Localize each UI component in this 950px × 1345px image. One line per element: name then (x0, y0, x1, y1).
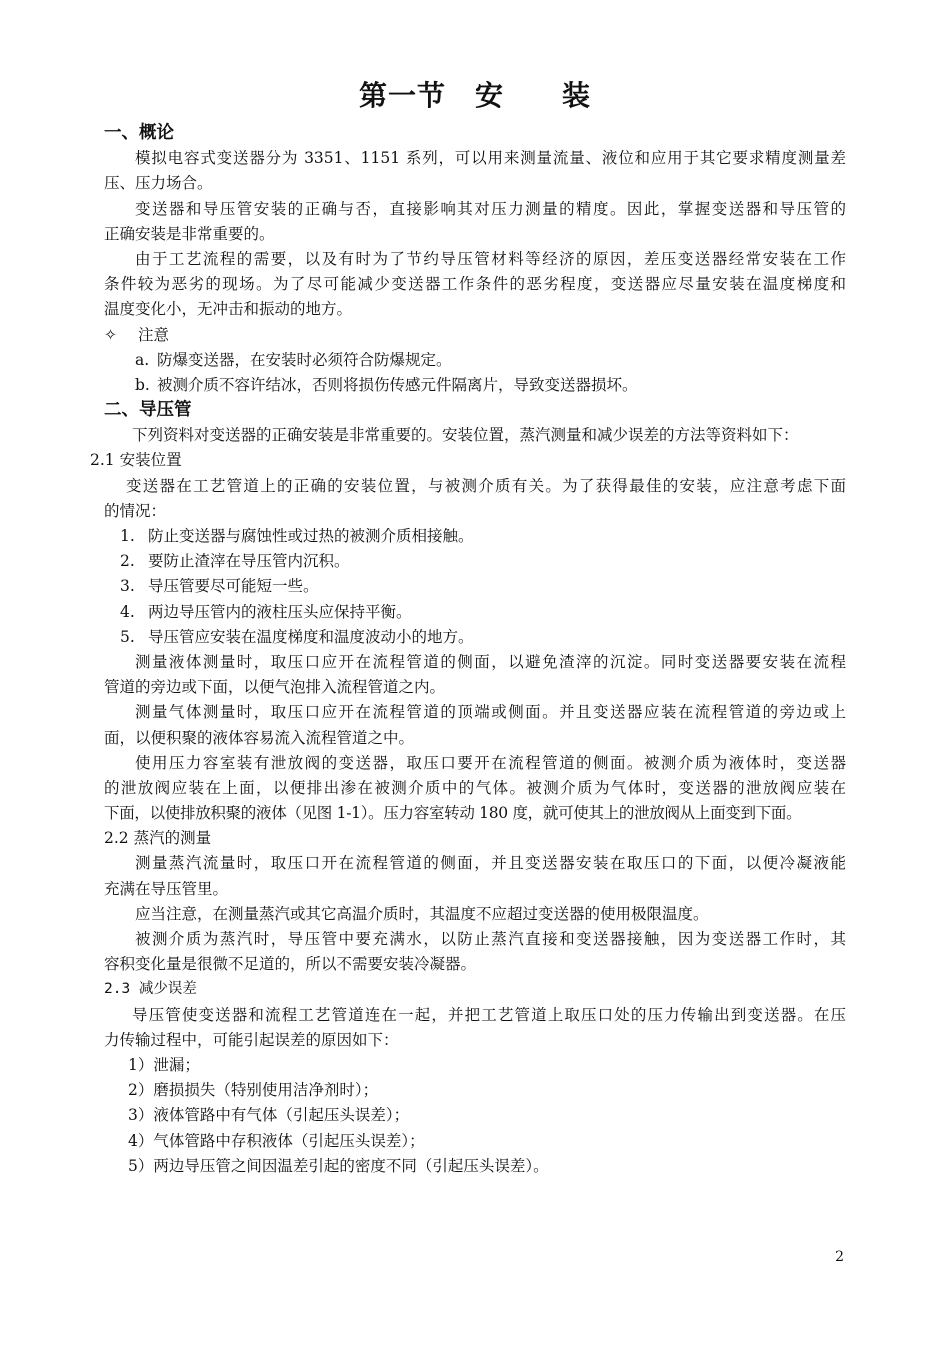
text-line: 变送器在工艺管道上的正确的安装位置，与被测介质有关。为了获得最佳的安装，应注意考虑下面 (126, 476, 846, 495)
list-item-text: 导压管应安装在温度梯度和温度波动小的地方。 (148, 627, 474, 646)
paragraph-vent-valve (104, 751, 846, 827)
list-item-text: 防止变送器与腐蚀性或过热的被测介质相接触。 (148, 527, 474, 545)
error-cause-item: 3）液体管路中有气体（引起压头误差）； (128, 1106, 410, 1125)
text-line: 压、压力场合。 (104, 174, 213, 193)
text-line: 测量液体测量时，取压口应开在流程管道的侧面，以避免渣滓的沉淀。同时变送器要安装在流程 (135, 652, 846, 671)
paragraph-steam-2 (104, 902, 846, 927)
text-line: 测量蒸汽流量时，取压口开在流程管道的侧面，并且变送器安装在取压口的下面，以便冷凝液能 (135, 854, 846, 873)
error-cause-item: 1）泄漏； (128, 1055, 200, 1074)
list-item-number: 1. (120, 527, 135, 545)
text-line: 导压管使变送器和流程工艺管道连在一起，并把工艺管道上取压口处的压力传输出到变送器。在压 (132, 1005, 846, 1024)
list-item-text: 要防止渣滓在导压管内沉积。 (148, 552, 350, 571)
text-line: 由于工艺流程的需要，以及有时为了节约导压管材料等经济的原因，差压变送器经常安装在工作 (135, 249, 846, 268)
paragraph-overview-3 (104, 247, 846, 323)
text-line: 的情况： (104, 501, 167, 520)
error-cause-item: 4）气体管路中存积液体（引起压头误差）； (128, 1131, 425, 1150)
section-heading-impulse-line: 二、导压管 (104, 400, 192, 421)
text-line: 的泄放阀应装在上面，以便排出渗在被测介质中的气体。被测介质为气体时，变送器的泄放阀应装在 (104, 778, 846, 797)
document-body (90, 121, 846, 1179)
list-item (104, 524, 846, 549)
list-item-number: 5. (120, 627, 135, 646)
section-intro: 下列资料对变送器的正确安装是非常重要的。安装位置，蒸汽测量和减少误差的方法等资料如下： (132, 426, 799, 445)
text-line: 力传输过程中，可能引起误差的原因如下： (104, 1030, 399, 1049)
text-line: 面，以便积聚的液体容易流入流程管道之中。 (104, 728, 415, 747)
list-item-text: 导压管要尽可能短一些。 (148, 577, 319, 596)
list-item-number: 2. (120, 552, 135, 571)
list-item (104, 574, 846, 599)
paragraph-gas-measurement (104, 700, 846, 750)
note-heading (104, 323, 846, 348)
text-line: 容积变化量是很微不足道的，所以不需要安装冷凝器。 (104, 955, 477, 974)
subsection-heading-error-reduction: 2.3 减少误差 (104, 981, 197, 998)
note-item (104, 348, 846, 373)
paragraph-steam-1 (104, 851, 846, 901)
text-line: 应当注意，在测量蒸汽或其它高温介质时，其温度不应超过变送器的使用极限温度。 (135, 904, 709, 923)
page-number: 2 (835, 1249, 844, 1265)
paragraph-installation-1 (104, 474, 846, 524)
text-line: 测量气体测量时，取压口应开在流程管道的顶端或侧面。并且变送器应装在流程管道的旁边或上 (135, 703, 846, 722)
note-item-letter: a. (135, 350, 150, 369)
text-line: 被测介质为蒸汽时，导压管中要充满水，以防止蒸汽直接和变送器接触，因为变送器工作时，其 (135, 930, 846, 948)
text-line: 温度变化小，无冲击和振动的地方。 (104, 300, 353, 319)
text-line: 使用压力容室装有泄放阀的变送器，取压口要开在流程管道的侧面。被测介质为液体时，变送器 (135, 753, 846, 772)
list-item (104, 549, 846, 574)
text-line: 变送器和导压管安装的正确与否，直接影响其对压力测量的精度。因此，掌握变送器和导压管的 (135, 199, 846, 218)
text-line: 管道的旁边或下面，以便气泡排入流程管道之内。 (104, 678, 446, 697)
text-line: 正确安装是非常重要的。 (104, 224, 275, 243)
page-title: 第一节 安 装 (358, 79, 591, 112)
paragraph-error-reduction (104, 1003, 846, 1053)
paragraph-overview-1 (104, 146, 846, 196)
text-line: 模拟电容式变送器分为 3351、1151 系列，可以用来测量流量、液位和应用于其它要求精度测量差 (135, 149, 846, 168)
list-item (104, 600, 846, 625)
subsection-heading-steam-measurement: 2.2 蒸汽的测量 (104, 829, 212, 848)
note-label: 注意 (138, 325, 170, 344)
list-item (104, 625, 846, 650)
list-item-number: 3. (120, 577, 135, 596)
text-line: 充满在导压管里。 (104, 879, 229, 898)
note-item-letter: b. (135, 375, 150, 394)
paragraph-steam-3 (104, 927, 846, 977)
list-item-number: 4. (120, 602, 135, 621)
note-item-text: 被测介质不容许结冰，否则将损伤传感元件隔离片，导致变送器损坏。 (157, 375, 638, 394)
paragraph-overview-2 (104, 197, 846, 247)
note-item (104, 373, 846, 398)
error-cause-item: 2）磨损损失（特别使用洁净剂时）； (128, 1081, 379, 1100)
paragraph-liquid-measurement (104, 650, 846, 700)
error-cause-item: 5）两边导压管之间因温差引起的密度不同（引起压头误差）。 (128, 1156, 549, 1175)
section-heading-overview: 一、概论 (104, 123, 174, 143)
diamond-bullet-icon: ✧ (104, 325, 117, 344)
text-line: 下面，以使排放积聚的液体（见图 1-1）。压力容室转动 180 度，就可使其上的泄放阀从上面变到下面。 (104, 804, 802, 823)
list-item-text: 两边导压管内的液柱压头应保持平衡。 (148, 602, 412, 621)
note-item-text: 防爆变送器，在安装时必须符合防爆规定。 (157, 350, 452, 369)
text-line: 条件较为恶劣的现场。为了尽可能减少变送器工作条件的恶劣程度，变送器应尽量安装在温度梯度和 (104, 275, 846, 294)
subsection-heading-installation-position: 2.1 安装位置 (90, 451, 182, 470)
